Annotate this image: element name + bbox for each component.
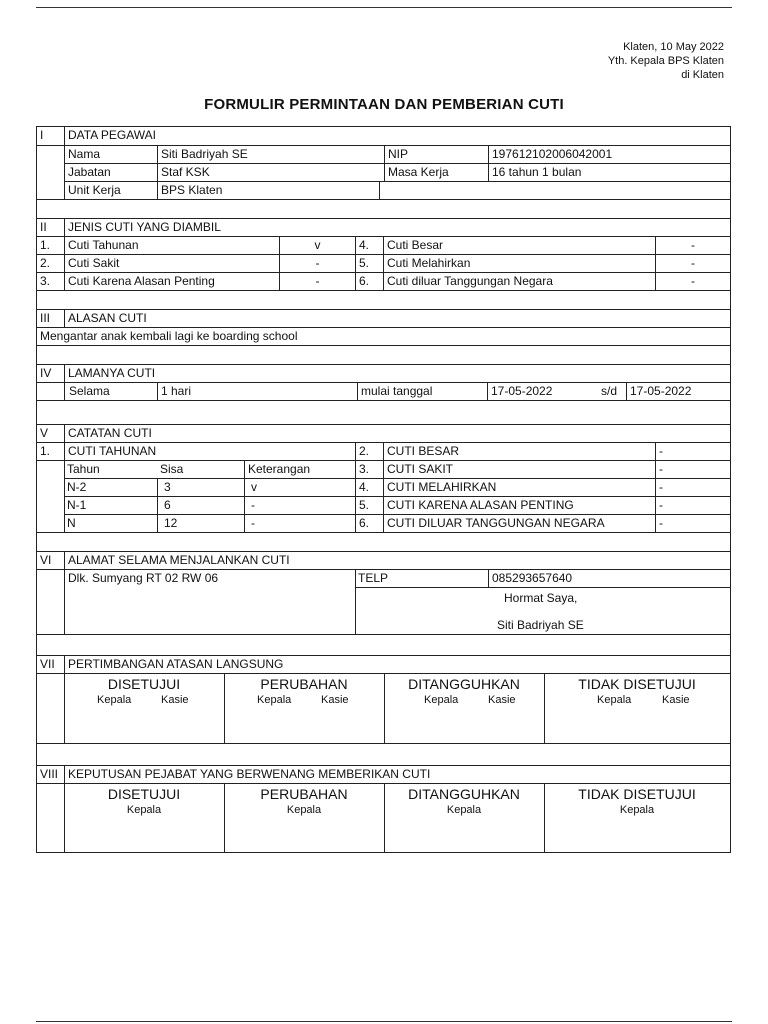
section-title: KEPUTUSAN PEJABAT YANG BERWENANG MEMBERIKAN CUTI <box>64 766 730 783</box>
ket-cell: v <box>244 479 355 496</box>
catatan-value: - <box>655 515 730 532</box>
section-num: VIII <box>40 767 59 781</box>
ket-cell: - <box>244 515 355 532</box>
leave-type-label: Cuti Melahirkan <box>383 255 658 272</box>
decision-perubahan: PERUBAHAN <box>260 786 348 802</box>
form-title: FORMULIR PERMINTAAN DAN PEMBERIAN CUTI <box>204 96 564 113</box>
section-2-header <box>37 219 730 237</box>
section-1-body <box>37 146 730 199</box>
telp-label: TELP <box>358 571 389 585</box>
decision-disetujui: DISETUJUI <box>107 676 181 692</box>
keputusan-row <box>37 784 730 852</box>
letter-header <box>608 40 724 82</box>
selama-value: 1 hari <box>157 383 357 400</box>
col-keterangan: Keterangan <box>244 461 355 478</box>
catatan-value: - <box>655 497 730 514</box>
catatan-label: CUTI KARENA ALASAN PENTING <box>383 497 657 514</box>
leave-type-mark: - <box>655 237 730 254</box>
section-title: LAMANYA CUTI <box>64 365 730 382</box>
sisa-cell: 3 <box>157 479 246 496</box>
leave-type-label: Cuti diluar Tanggungan Negara <box>383 273 658 290</box>
signer-kepala: Kepala <box>286 804 322 816</box>
spacer <box>37 533 730 552</box>
section-5-header <box>37 425 730 443</box>
item-num: 6. <box>355 515 384 532</box>
signer-kepala: Kepala <box>597 694 632 706</box>
place-date: Klaten, 10 May 2022 <box>623 41 724 53</box>
spacer <box>37 291 730 310</box>
leave-type-mark: - <box>655 255 730 272</box>
jabatan-label: Jabatan <box>68 165 111 179</box>
item-num: 2. <box>355 443 384 460</box>
sd-label: s/d <box>601 384 618 398</box>
spacer <box>37 346 730 365</box>
section-title: ALASAN CUTI <box>64 310 730 327</box>
signer-kepala: Kepala <box>619 804 655 816</box>
section-num: I <box>40 128 44 142</box>
leave-type-label: Cuti Sakit <box>64 255 279 272</box>
catatan-label: CUTI BESAR <box>383 443 657 460</box>
signer-kasie: Kasie <box>488 694 516 706</box>
leave-type-label: Cuti Karena Alasan Penting <box>64 273 279 290</box>
table-row <box>64 497 355 515</box>
nip-value: 197612102006042001 <box>488 146 730 163</box>
item-num: 3. <box>355 461 384 478</box>
bottom-rule <box>36 1021 732 1022</box>
section-num: III <box>40 311 51 325</box>
section-title: PERTIMBANGAN ATASAN LANGSUNG <box>64 656 730 673</box>
section-num: VII <box>40 657 55 671</box>
table-row <box>64 515 355 532</box>
signer-kepala: Kepala <box>424 694 459 706</box>
leave-type-rows <box>37 237 730 290</box>
alamat-body <box>37 570 730 634</box>
sisa-cell: 6 <box>157 497 246 514</box>
masa-kerja-label: Masa Kerja <box>384 164 487 181</box>
item-num: 6. <box>355 273 384 290</box>
signer-kepala: Kepala <box>97 694 132 706</box>
item-num: 1. <box>40 444 51 458</box>
catatan-label: CUTI SAKIT <box>383 461 657 478</box>
item-num: 5. <box>355 497 384 514</box>
signer-kepala: Kepala <box>257 694 292 706</box>
item-num: 3. <box>40 274 51 288</box>
catatan-value: - <box>655 479 730 496</box>
section-6-header <box>37 552 730 570</box>
decision-tidak-disetujui: TIDAK DISETUJUI <box>578 676 696 692</box>
signer-kasie: Kasie <box>161 694 189 706</box>
tahun-cell: N <box>67 516 76 530</box>
section-title: ALAMAT SELAMA MENJALANKAN CUTI <box>64 552 730 569</box>
leave-type-mark: - <box>655 273 730 290</box>
catatan-label: CUTI MELAHIRKAN <box>383 479 657 496</box>
alamat-value: Dlk. Sumyang RT 02 RW 06 <box>68 571 219 585</box>
table-row <box>64 479 355 497</box>
signer-kepala: Kepala <box>126 804 162 816</box>
section-num: IV <box>40 366 52 380</box>
mulai-label: mulai tanggal <box>357 383 486 400</box>
decision-perubahan: PERUBAHAN <box>260 676 348 692</box>
leave-type-mark: - <box>279 255 355 272</box>
unit-kerja-label: Unit Kerja <box>68 183 121 197</box>
cuti-tahunan-title: CUTI TAHUNAN <box>64 443 355 460</box>
top-rule <box>36 7 732 8</box>
telp-value: 085293657640 <box>488 570 730 587</box>
pertimbangan-row <box>37 674 730 744</box>
spacer <box>37 401 730 425</box>
item-num: 5. <box>355 255 384 272</box>
item-num: 4. <box>355 237 384 254</box>
leave-form-table <box>36 126 731 853</box>
item-num: 4. <box>355 479 384 496</box>
signer-name: Siti Badriyah SE <box>497 618 584 632</box>
decision-tidak-disetujui: TIDAK DISETUJUI <box>578 786 696 802</box>
spacer <box>37 635 730 656</box>
item-num: 2. <box>40 256 51 270</box>
jabatan-value: Staf KSK <box>157 164 382 181</box>
section-title: DATA PEGAWAI <box>64 127 730 145</box>
catatan-cuti-body <box>37 443 730 532</box>
decision-disetujui: DISETUJUI <box>107 786 181 802</box>
signer-kasie: Kasie <box>662 694 690 706</box>
section-title: CATATAN CUTI <box>64 425 730 442</box>
selama-label: Selama <box>69 384 110 398</box>
recipient-location: di Klaten <box>681 69 724 81</box>
tahun-cell: N-2 <box>67 480 87 494</box>
nip-label: NIP <box>384 146 487 163</box>
spacer <box>37 200 730 219</box>
section-num: V <box>40 426 49 440</box>
section-num: VI <box>40 553 52 567</box>
section-title: JENIS CUTI YANG DIAMBIL <box>64 219 730 236</box>
spacer <box>37 744 730 766</box>
sisa-cell: 12 <box>157 515 246 532</box>
tahun-cell: N-1 <box>67 498 87 512</box>
catatan-value: - <box>655 443 730 460</box>
signer-kasie: Kasie <box>321 694 349 706</box>
sd-value: 17-05-2022 <box>626 383 730 400</box>
section-num: II <box>40 220 47 234</box>
mulai-value: 17-05-2022 <box>487 383 596 400</box>
nama-label: Nama <box>68 147 101 161</box>
col-tahun: Tahun <box>67 462 100 476</box>
recipient: Yth. Kepala BPS Klaten <box>607 55 724 67</box>
nama-value: Siti Badriyah SE <box>157 146 382 163</box>
section-1-header <box>37 127 730 146</box>
lama-cuti-row <box>37 383 730 401</box>
alasan-value: Mengantar anak kembali lagi ke boarding school <box>40 329 298 343</box>
decision-ditangguhkan: DITANGGUHKAN <box>408 676 520 692</box>
masa-kerja-value: 16 tahun 1 bulan <box>488 164 730 181</box>
leave-type-mark: - <box>279 273 355 290</box>
section-8-header <box>37 766 730 784</box>
catatan-value: - <box>655 461 730 478</box>
alasan-row <box>37 328 730 346</box>
unit-kerja-value: BPS Klaten <box>157 182 352 199</box>
hormat-saya: Hormat Saya, <box>504 591 578 605</box>
leave-type-label: Cuti Tahunan <box>64 237 279 254</box>
section-7-header <box>37 656 730 674</box>
ket-cell: - <box>244 497 355 514</box>
col-sisa: Sisa <box>160 462 184 476</box>
signer-kepala: Kepala <box>446 804 482 816</box>
decision-ditangguhkan: DITANGGUHKAN <box>408 786 520 802</box>
leave-type-label: Cuti Besar <box>383 237 658 254</box>
catatan-label: CUTI DILUAR TANGGUNGAN NEGARA <box>383 515 657 532</box>
item-num: 1. <box>40 238 51 252</box>
leave-type-mark: v <box>279 237 355 254</box>
section-4-header <box>37 365 730 383</box>
section-3-header <box>37 310 730 328</box>
